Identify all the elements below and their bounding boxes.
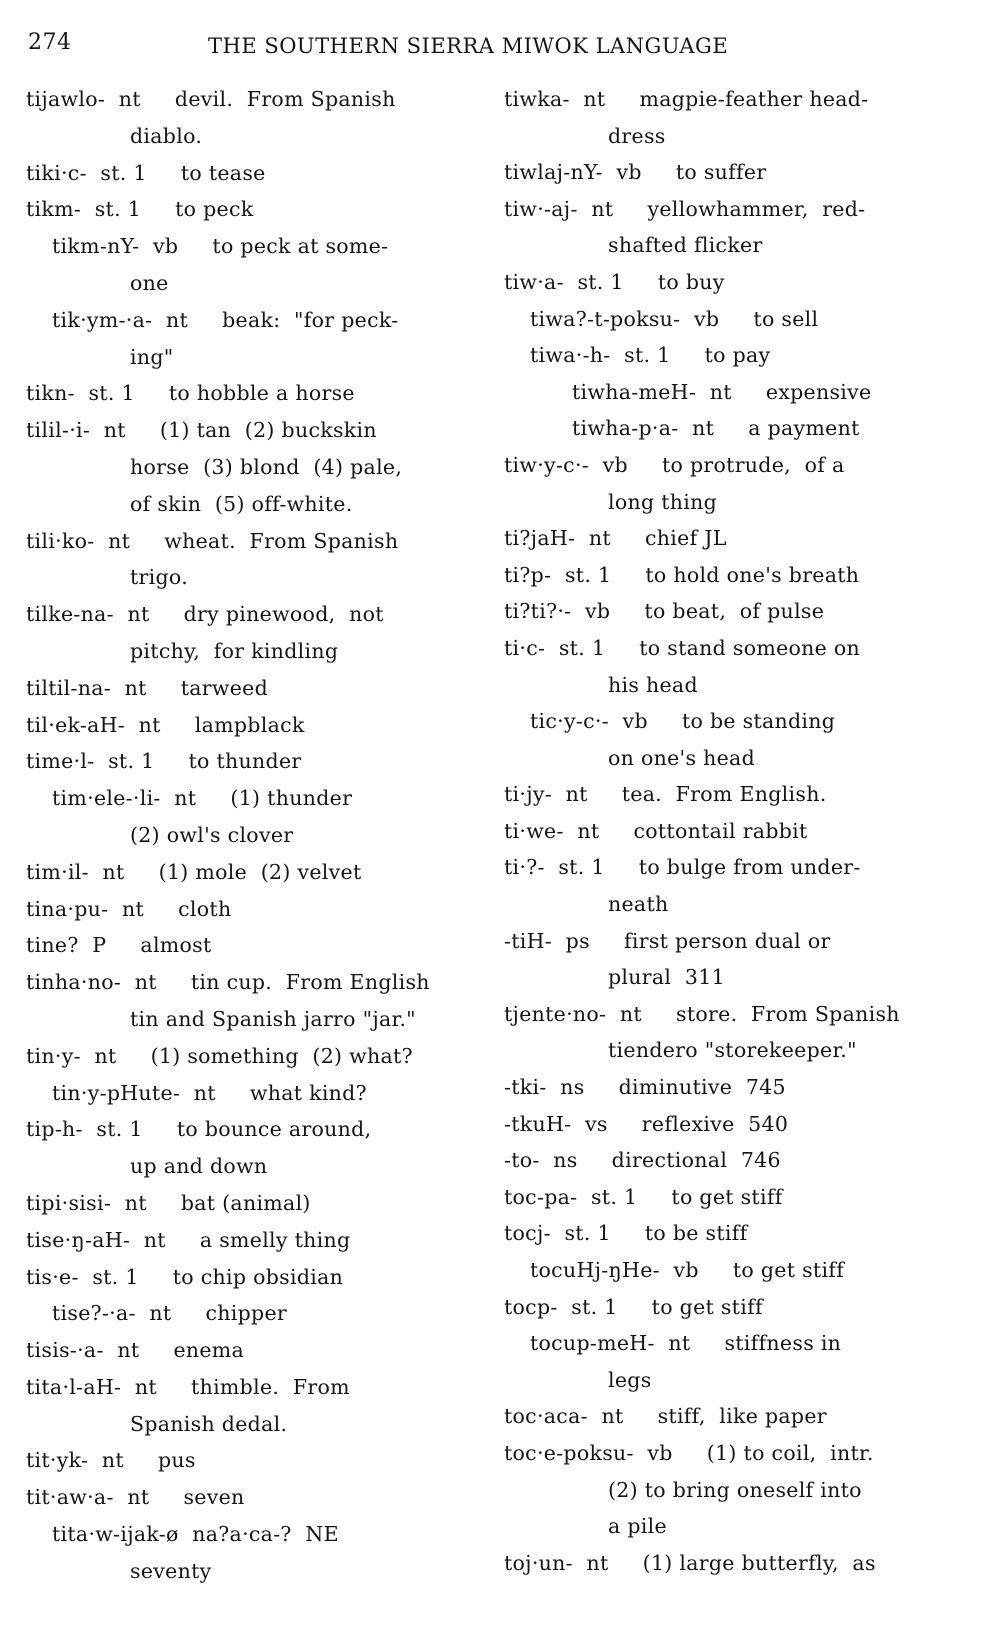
dictionary-entry-line: tijawlo- nt devil. From Spanish — [26, 87, 396, 111]
dictionary-entry-line: tikn- st. 1 to hobble a horse — [26, 381, 355, 406]
dictionary-entry-line: tiwa?-t-poksu- vb to sell — [530, 306, 819, 331]
dictionary-entry-line: tim·il- nt (1) mole (2) velvet — [26, 859, 362, 884]
dictionary-entry-line: tis·e- st. 1 to chip obsidian — [26, 1264, 344, 1289]
entry-continuation-line: a pile — [608, 1514, 667, 1539]
entry-continuation-line: dress — [608, 123, 666, 148]
entry-continuation-line: legs — [608, 1367, 652, 1392]
dictionary-entry-line: ti·c- st. 1 to stand someone on — [504, 635, 861, 660]
entry-continuation-line: diablo. — [130, 123, 203, 148]
dictionary-entry-line: tili·ko- nt wheat. From Spanish — [26, 528, 399, 553]
entry-continuation-line: one — [130, 270, 169, 295]
dictionary-entry-line: tipi·sisi- nt bat (animal) — [26, 1190, 311, 1215]
dictionary-entry-line: ti?jaH- nt chief JL — [504, 526, 727, 551]
dictionary-entry-line: ti·jy- nt tea. From English. — [504, 782, 827, 807]
dictionary-entry-line: tine? P almost — [26, 933, 212, 958]
dictionary-entry-line: -tki- ns diminutive 745 — [504, 1075, 786, 1100]
dictionary-entry-line: tit·aw·a- nt seven — [26, 1485, 245, 1510]
dictionary-entry-line: tiki·c- st. 1 to tease — [26, 160, 266, 185]
right-column — [500, 81, 990, 1581]
dictionary-entry-line: ti?ti?·- vb to beat, of pulse — [504, 599, 825, 624]
entry-continuation-line: seventy — [130, 1558, 212, 1583]
dictionary-entry-line: toc·e-poksu- vb (1) to coil, intr. — [504, 1440, 874, 1465]
dictionary-entry-line: tita·l-aH- nt thimble. From — [26, 1374, 350, 1399]
dictionary-entry-line: tise·ŋ-aH- nt a smelly thing — [26, 1227, 351, 1252]
dictionary-entry-line: tiwa·-h- st. 1 to pay — [530, 343, 771, 368]
entry-continuation-line: of skin (5) off-white. — [130, 491, 353, 516]
dictionary-entry-line: toc-pa- st. 1 to get stiff — [504, 1184, 783, 1209]
dictionary-entry-line: tiltil-na- nt tarweed — [26, 675, 269, 700]
entry-continuation-line: long thing — [608, 489, 718, 514]
entry-continuation-line: trigo. — [130, 565, 189, 590]
dictionary-entry-line: tilke-na- nt dry pinewood, not — [26, 602, 384, 627]
dictionary-entry-line: tise?-·a- nt chipper — [52, 1301, 288, 1326]
entry-continuation-line: pitchy, for kindling — [130, 638, 339, 663]
dictionary-entry-line: tiwka- nt magpie-feather head- — [504, 87, 869, 111]
dictionary-entry-line: ti·we- nt cottontail rabbit — [504, 818, 808, 843]
dictionary-entry-line: time·l- st. 1 to thunder — [26, 749, 302, 774]
entry-continuation-line: horse (3) blond (4) pale, — [130, 454, 403, 479]
dictionary-entry-line: tita·w-ijak-ø na?a·ca-? NE — [52, 1522, 339, 1547]
dictionary-entry-line: ti?p- st. 1 to hold one's breath — [504, 562, 860, 587]
dictionary-entry-line: tocj- st. 1 to be stiff — [504, 1221, 748, 1246]
dictionary-entry-line: -tkuH- vs reflexive 540 — [504, 1111, 789, 1136]
dictionary-entry-line: tiw·y-c·- vb to protrude, of a — [504, 452, 845, 477]
dictionary-entry-line: tiw·-aj- nt yellowhammer, red- — [504, 196, 866, 221]
dictionary-entry-line: tiw·a- st. 1 to buy — [504, 269, 725, 294]
dictionary-entry-line: tiwha-meH- nt expensive — [572, 379, 872, 404]
entry-continuation-line: (2) to bring oneself into — [608, 1477, 862, 1502]
dictionary-entry-line: tit·yk- nt pus — [26, 1448, 196, 1473]
dictionary-entry-line: tiwha-p·a- nt a payment — [572, 416, 860, 441]
dictionary-entry-line: tic·y-c·- vb to be standing — [530, 709, 836, 734]
dictionary-entry-line: tocup-meH- nt stiffness in — [530, 1331, 842, 1356]
dictionary-entry-line: tinha·no- nt tin cup. From English — [26, 970, 430, 995]
entry-continuation-line: Spanish dedal. — [130, 1411, 288, 1436]
dictionary-entry-line: tim·ele-·li- nt (1) thunder — [52, 786, 353, 811]
left-column — [22, 81, 492, 1590]
entry-continuation-line: his head — [608, 672, 698, 697]
dictionary-entry-line: tikm- st. 1 to peck — [26, 197, 254, 222]
dictionary-entry-line: tiwlaj-nY- vb to suffer — [504, 160, 767, 185]
page-number: 274 — [28, 30, 72, 55]
dictionary-entry-line: ti·?- st. 1 to bulge from under- — [504, 855, 861, 880]
dictionary-entry-line: tip-h- st. 1 to bounce around, — [26, 1117, 372, 1142]
dictionary-entry-line: tin·y-pHute- nt what kind? — [52, 1080, 367, 1105]
dictionary-entry-line: tik·ym-·a- nt beak: "for peck- — [52, 307, 399, 332]
dictionary-entry-line: tocuHj-ŋHe- vb to get stiff — [530, 1258, 845, 1282]
dictionary-entry-line: tisis-·a- nt enema — [26, 1338, 245, 1363]
dictionary-entry-line: tocp- st. 1 to get stiff — [504, 1294, 763, 1319]
entry-continuation-line: tin and Spanish jarro "jar." — [130, 1006, 416, 1031]
dictionary-entry-line: -tiH- ps first person dual or — [504, 928, 831, 953]
dictionary-entry-line: tjente·no- nt store. From Spanish — [504, 1001, 900, 1026]
dictionary-entry-line: toj·un- nt (1) large butterfly, as — [504, 1550, 876, 1575]
entry-continuation-line: neath — [608, 892, 669, 917]
dictionary-entry-line: tikm-nY- vb to peck at some- — [52, 234, 389, 259]
entry-continuation-line: (2) owl's clover — [130, 822, 294, 847]
entry-continuation-line: plural 311 — [608, 965, 725, 990]
entry-continuation-line: ing" — [130, 344, 174, 369]
dictionary-entry-line: til·ek-aH- nt lampblack — [26, 712, 305, 737]
dictionary-entry-line: toc·aca- nt stiff, like paper — [504, 1404, 827, 1429]
dictionary-entry-line: tina·pu- nt cloth — [26, 896, 232, 921]
entry-continuation-line: on one's head — [608, 745, 755, 770]
running-title: THE SOUTHERN SIERRA MIWOK LANGUAGE — [208, 34, 729, 58]
entry-continuation-line: up and down — [130, 1154, 268, 1179]
dictionary-entry-line: -to- ns directional 746 — [504, 1148, 781, 1173]
dictionary-entry-line: tin·y- nt (1) something (2) what? — [26, 1043, 413, 1068]
page-header — [28, 30, 968, 70]
entry-continuation-line: tiendero "storekeeper." — [608, 1038, 857, 1063]
dictionary-entry-line: tilil-·i- nt (1) tan (2) buckskin — [26, 418, 377, 443]
entry-continuation-line: shafted flicker — [608, 233, 763, 258]
